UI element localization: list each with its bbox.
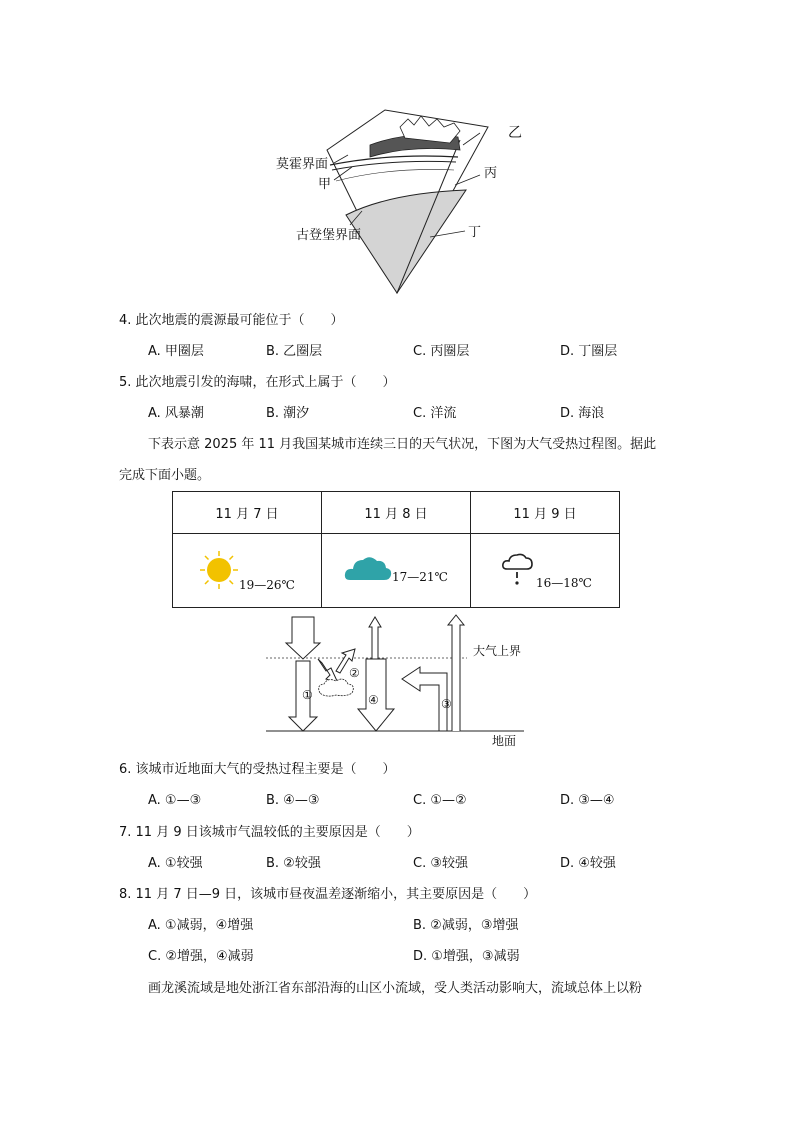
label-yi: 乙 <box>508 125 522 141</box>
rain-cloud-icon <box>501 552 535 592</box>
q6-stem: 6. 该城市近地面大气的受热过程主要是（ ） <box>119 762 396 777</box>
marker-1: ① <box>302 688 313 702</box>
cloud-shape <box>319 679 354 696</box>
weather-date-3: 11 月 9 日 <box>471 492 620 534</box>
temp-day-1: 19—26℃ <box>239 578 295 592</box>
q8-option-a[interactable]: A. ①减弱，④增强 <box>148 918 254 933</box>
q6-option-a[interactable]: A. ①—③ <box>148 793 202 808</box>
q8-option-b[interactable]: B. ②减弱，③增强 <box>413 918 519 933</box>
marker-3: ③ <box>441 697 452 711</box>
q5-option-b[interactable]: B. 潮汐 <box>266 406 310 421</box>
label-ding: 丁 <box>468 225 482 240</box>
q8-stem: 8. 11 月 7 日—9 日，该城市昼夜温差逐渐缩小，其主要原因是（ ） <box>119 887 537 902</box>
label-moho: 莫霍界面 <box>276 157 329 172</box>
q8-option-c[interactable]: C. ②增强，④减弱 <box>148 949 254 964</box>
q7-option-b[interactable]: B. ②较强 <box>266 856 321 871</box>
q7-option-d[interactable]: D. ④较强 <box>560 856 616 871</box>
marker-2: ② <box>349 666 360 680</box>
temp-day-2: 17—21℃ <box>392 570 448 584</box>
arrow-2-reflect-in <box>318 659 338 683</box>
q4-option-c[interactable]: C. 丙圈层 <box>413 344 470 359</box>
q4-option-d[interactable]: D. 丁圈层 <box>560 344 618 359</box>
intro-line-2: 完成下面小题。 <box>119 468 211 483</box>
temp-day-3: 16—18℃ <box>536 576 592 590</box>
weather-table <box>172 491 620 608</box>
weather-cell-3 <box>471 534 620 608</box>
q5-option-d[interactable]: D. 海浪 <box>560 406 605 421</box>
label-bing: 丙 <box>484 166 498 181</box>
q7-stem: 7. 11 月 9 日该城市气温较低的主要原因是（ ） <box>119 825 420 840</box>
weather-cell-2 <box>322 534 471 608</box>
next-passage-line: 画龙溪流域是地处浙江省东部沿海的山区小流域，受人类活动影响大，流域总体上以粉 <box>148 981 643 996</box>
earth-structure-figure <box>270 105 530 300</box>
cloud-icon <box>344 554 392 586</box>
q5-stem: 5. 此次地震引发的海啸，在形式上属于（ ） <box>119 375 396 390</box>
weather-cell-1 <box>173 534 322 608</box>
heating-process-figure <box>262 613 532 748</box>
marker-4: ④ <box>368 693 379 707</box>
intro-line-1: 下表示意 2025 年 11 月我国某城市连续三日的天气状况，下图为大气受热过程图。据此 <box>148 437 657 452</box>
q5-option-c[interactable]: C. 洋流 <box>413 406 457 421</box>
earth-structure-diagram <box>270 105 530 300</box>
q4-option-a[interactable]: A. 甲圈层 <box>148 344 204 359</box>
q7-option-a[interactable]: A. ①较强 <box>148 856 203 871</box>
q4-stem: 4. 此次地震的震源最可能位于（ ） <box>119 313 344 328</box>
heating-process-diagram <box>262 613 532 748</box>
sun-icon <box>199 550 239 594</box>
q5-option-a[interactable]: A. 风暴潮 <box>148 406 204 421</box>
q8-option-d[interactable]: D. ①增强，③减弱 <box>413 949 520 964</box>
q7-option-c[interactable]: C. ③较强 <box>413 856 468 871</box>
label-ground: 地面 <box>492 734 517 748</box>
weather-date-1: 11 月 7 日 <box>173 492 322 534</box>
label-gutenberg: 古登堡界面 <box>296 228 362 243</box>
q6-option-d[interactable]: D. ③—④ <box>560 793 615 808</box>
q4-option-b[interactable]: B. 乙圈层 <box>266 344 323 359</box>
label-atmosphere-top: 大气上界 <box>473 644 522 658</box>
q6-option-b[interactable]: B. ④—③ <box>266 793 320 808</box>
weather-date-2: 11 月 8 日 <box>322 492 471 534</box>
label-jia: 甲 <box>318 177 332 192</box>
arrow-solar-top <box>286 617 320 659</box>
q6-option-c[interactable]: C. ①—② <box>413 793 467 808</box>
arrow-3-escape <box>448 615 464 731</box>
